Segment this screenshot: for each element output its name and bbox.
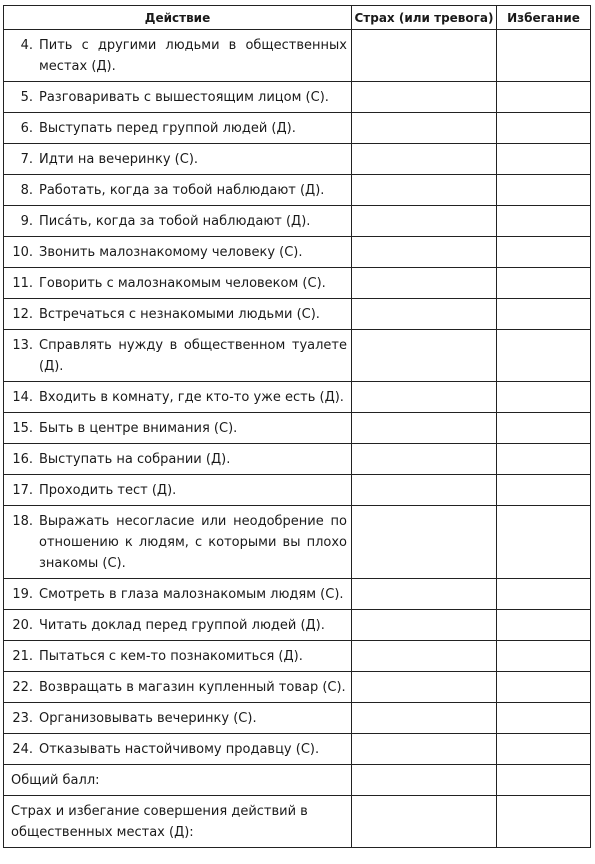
table-row [4,734,591,765]
item-text: Организовывать вечеринку (С). [39,711,257,726]
action-cell [4,641,352,672]
avoidance-score-cell[interactable] [497,268,591,299]
public-avoidance-cell[interactable] [497,796,591,848]
avoidance-score-cell[interactable] [497,113,591,144]
table-row [4,579,591,610]
fear-score-cell[interactable] [352,641,497,672]
table-row [4,382,591,413]
table-row [4,144,591,175]
item-text: Выступать перед группой людей (Д). [39,121,296,136]
item-text: Возвращать в магазин купленный товар (С). [39,680,346,695]
action-cell [4,506,352,579]
action-cell [4,703,352,734]
fear-score-cell[interactable] [352,579,497,610]
avoidance-score-cell[interactable] [497,299,591,330]
item-text: Входить в комнату, где кто-то уже есть (Д). [39,390,344,405]
item-number: 20. [12,618,33,633]
item-text: Справлять нужду в общественном туалете (Д). [39,338,347,374]
header-row [4,6,591,30]
item-number: 22. [12,680,33,695]
item-text: Идти на вечеринку (С). [39,152,199,167]
item-number: 5. [20,90,33,105]
item-number: 7. [20,152,33,167]
item-number: 10. [12,245,33,260]
action-cell [4,382,352,413]
table-row [4,175,591,206]
public-fear-cell[interactable] [352,796,497,848]
action-cell [4,175,352,206]
item-text: Разговаривать с вышестоящим лицом (С). [39,90,329,105]
action-cell [4,444,352,475]
fear-score-cell[interactable] [352,610,497,641]
total-score-label: Общий балл: [4,765,352,796]
item-text: Звонить малознакомому человеку (С). [39,245,303,260]
action-cell [4,413,352,444]
table-row [4,113,591,144]
action-cell [4,610,352,641]
table-row [4,268,591,299]
avoidance-score-cell[interactable] [497,382,591,413]
header-fear: Страх (или тревога) [352,6,497,30]
fear-score-cell[interactable] [352,268,497,299]
fear-score-cell[interactable] [352,144,497,175]
item-number: 6. [20,121,33,136]
item-number: 8. [20,183,33,198]
action-cell [4,475,352,506]
avoidance-score-cell[interactable] [497,641,591,672]
item-text: Пить с другими людьми в общественных местах (Д). [39,38,347,74]
item-number: 16. [12,452,33,467]
item-text: Выступать на собрании (Д). [39,452,231,467]
avoidance-score-cell[interactable] [497,237,591,268]
item-text: Выражать несогласие или неодобрение по отношению к людям, с которыми вы плохо знакомы (С). [39,514,347,571]
table-row [4,82,591,113]
avoidance-score-cell[interactable] [497,330,591,382]
table-row [4,610,591,641]
table-row [4,475,591,506]
action-cell [4,237,352,268]
table-row [4,641,591,672]
fear-score-cell[interactable] [352,30,497,82]
fear-score-cell[interactable] [352,113,497,144]
avoidance-score-cell[interactable] [497,175,591,206]
item-text: Отказывать настойчивому продавцу (С). [39,742,320,757]
action-cell [4,330,352,382]
fear-score-cell[interactable] [352,672,497,703]
public-score-label: Страх и избегание совершения действий в общественных местах (Д): [4,796,352,848]
item-text: Встречаться с незнакомыми людьми (С). [39,307,320,322]
item-number: 12. [12,307,33,322]
public-score-row [4,796,591,848]
action-cell [4,206,352,237]
table-row [4,413,591,444]
item-number: 13. [12,338,33,353]
item-text: Писа́ть, когда за тобой наблюдают (Д). [39,214,311,229]
action-cell [4,579,352,610]
action-cell [4,268,352,299]
table-row [4,206,591,237]
item-text: Читать доклад перед группой людей (Д). [39,618,325,633]
total-avoidance-cell[interactable] [497,765,591,796]
item-number: 15. [12,421,33,436]
action-cell [4,144,352,175]
fear-score-cell[interactable] [352,175,497,206]
header-action: Действие [4,6,352,30]
item-text: Быть в центре внимания (С). [39,421,238,436]
action-cell [4,672,352,703]
table-row [4,703,591,734]
item-number: 14. [12,390,33,405]
item-number: 17. [12,483,33,498]
item-text: Проходить тест (Д). [39,483,177,498]
item-number: 19. [12,587,33,602]
total-score-row [4,765,591,796]
action-cell [4,82,352,113]
fear-score-cell[interactable] [352,703,497,734]
fear-score-cell[interactable] [352,330,497,382]
fear-score-cell[interactable] [352,734,497,765]
avoidance-score-cell[interactable] [497,734,591,765]
item-number: 21. [12,649,33,664]
item-text: Пытаться с кем-то познакомиться (Д). [39,649,303,664]
fear-score-cell[interactable] [352,444,497,475]
fear-score-cell[interactable] [352,237,497,268]
table-row [4,672,591,703]
questionnaire-sheet [3,5,591,848]
item-number: 4. [20,38,33,53]
table-row [4,506,591,579]
avoidance-score-cell[interactable] [497,610,591,641]
avoidance-score-cell[interactable] [497,703,591,734]
item-number: 11. [12,276,33,291]
fear-score-cell[interactable] [352,82,497,113]
avoidance-score-cell[interactable] [497,144,591,175]
avoidance-score-cell[interactable] [497,82,591,113]
fear-score-cell[interactable] [352,206,497,237]
avoidance-score-cell[interactable] [497,206,591,237]
fear-score-cell[interactable] [352,413,497,444]
item-text: Работать, когда за тобой наблюдают (Д). [39,183,325,198]
item-text: Говорить с малознакомым человеком (С). [39,276,326,291]
table-row [4,237,591,268]
item-number: 9. [20,214,33,229]
table-row [4,299,591,330]
action-cell [4,30,352,82]
avoidance-score-cell[interactable] [497,444,591,475]
fear-score-cell[interactable] [352,475,497,506]
action-cell [4,299,352,330]
item-number: 23. [12,711,33,726]
avoidance-score-cell[interactable] [497,413,591,444]
fear-score-cell[interactable] [352,299,497,330]
action-cell [4,734,352,765]
action-cell [4,113,352,144]
fear-score-cell[interactable] [352,506,497,579]
avoidance-score-cell[interactable] [497,672,591,703]
table-row [4,30,591,82]
avoidance-score-cell[interactable] [497,475,591,506]
item-number: 24. [12,742,33,757]
fear-avoidance-table [3,5,591,848]
avoidance-score-cell[interactable] [497,579,591,610]
header-avoidance: Избегание [497,6,591,30]
total-fear-cell[interactable] [352,765,497,796]
avoidance-score-cell[interactable] [497,506,591,579]
table-row [4,444,591,475]
avoidance-score-cell[interactable] [497,30,591,82]
table-row [4,330,591,382]
item-number: 18. [12,514,33,529]
fear-score-cell[interactable] [352,382,497,413]
item-text: Смотреть в глаза малознакомым людям (С). [39,587,344,602]
